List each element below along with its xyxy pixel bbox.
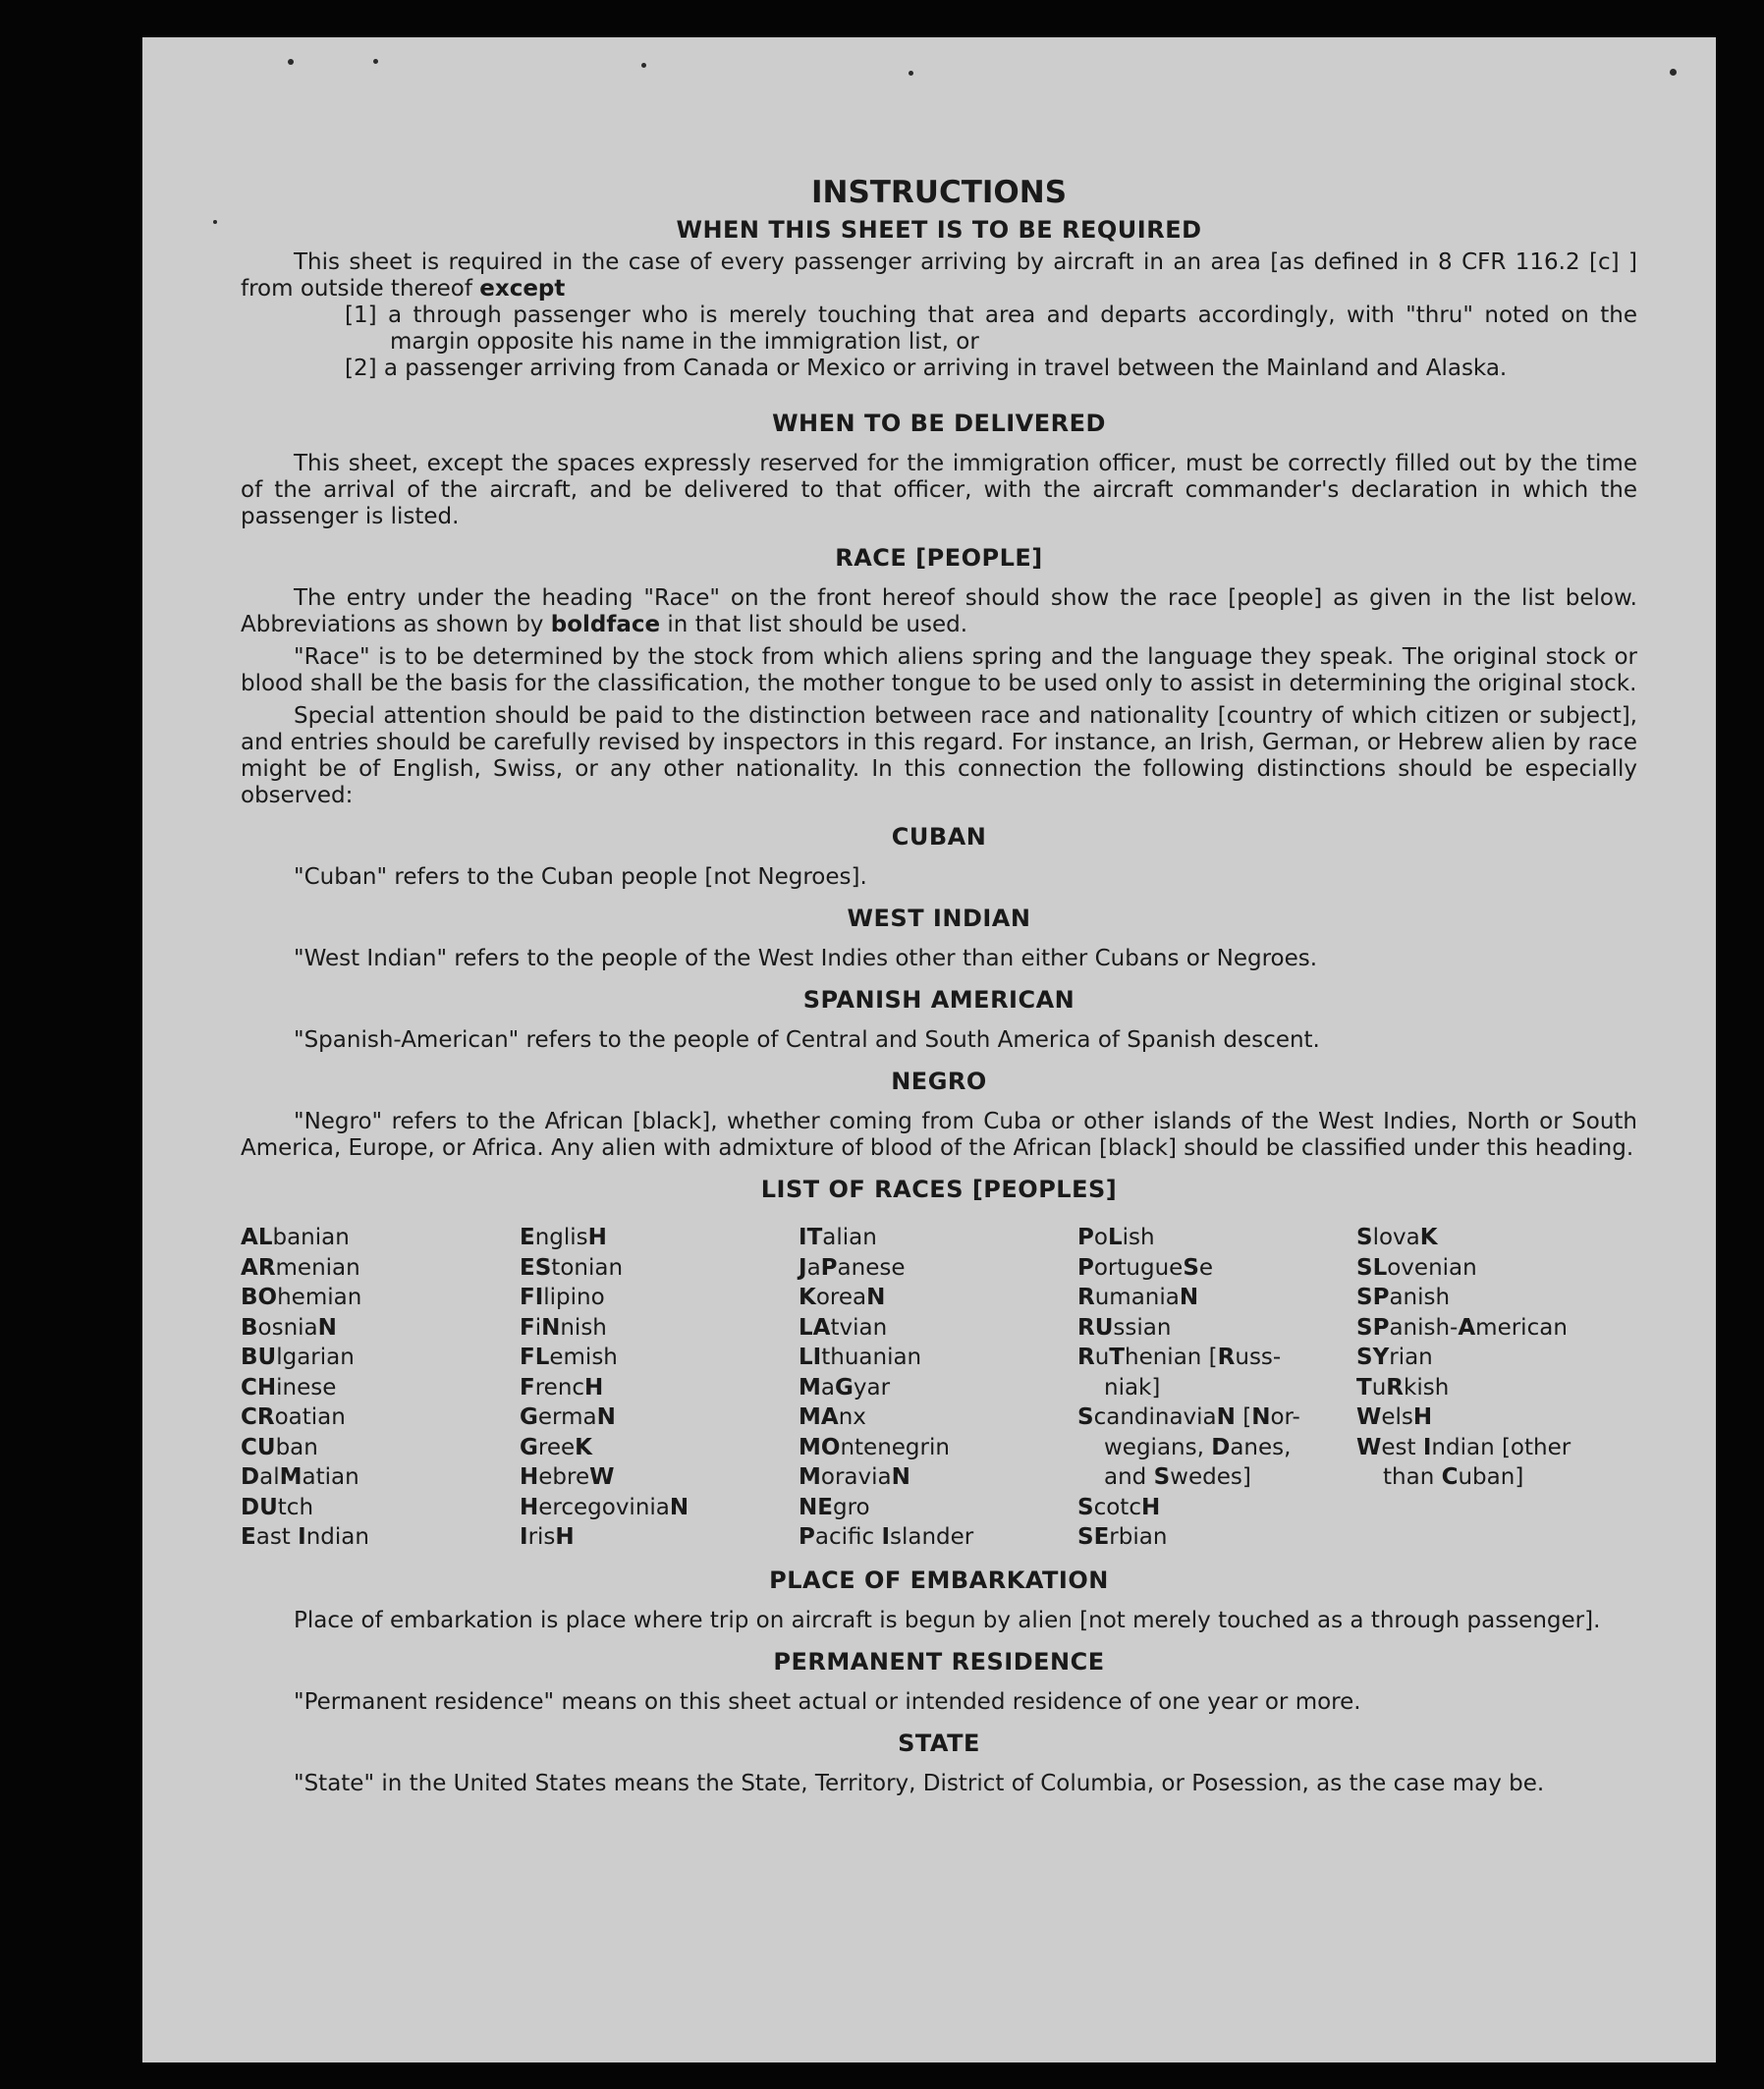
races-column <box>1077 1223 1356 1553</box>
race-item: LAtvian <box>799 1314 888 1341</box>
races-column <box>241 1223 520 1553</box>
race-paragraph-1 <box>241 585 1637 638</box>
race-p1-boldface: boldface <box>550 612 661 637</box>
race-item: BOhemian <box>241 1285 362 1310</box>
race-item: SPanish-American <box>1356 1314 1568 1341</box>
race-item: ITalian <box>799 1225 877 1250</box>
when-required-paragraph <box>241 249 1637 302</box>
when-required-except: except <box>479 276 566 302</box>
race-item: WelsH <box>1356 1404 1433 1430</box>
race-item: MAnx <box>799 1404 866 1430</box>
race-item: LIthuanian <box>799 1345 922 1370</box>
race-item: Pacific Islander <box>799 1524 974 1550</box>
section-heading-embarkation: PLACE OF EMBARKATION <box>769 1566 1109 1594</box>
section-heading-when-required: WHEN THIS SHEET IS TO BE REQUIRED <box>676 216 1202 244</box>
race-item: FiNnish <box>520 1314 607 1341</box>
race-item: SPanish <box>1356 1285 1451 1310</box>
when-required-item-2: [2] a passenger arriving from Canada or Mexico or arriving in travel between the Mainland and Alaska. <box>345 356 1508 381</box>
races-list <box>241 1223 1637 1553</box>
race-p1-text: The entry under the heading "Race" on the front hereof should show the race [people] as given in the list below. Abbreviations as shown by <box>241 585 1637 637</box>
race-item: DalMatian <box>241 1464 359 1490</box>
races-column <box>799 1223 1077 1553</box>
race-item: ScandinaviaN [Nor- <box>1077 1404 1300 1430</box>
race-item: ScotcH <box>1077 1494 1161 1520</box>
negro-paragraph: "Negro" refers to the African [black], whether coming from Cuba or other islands of the West Indies, North or South America, Europe, or Africa. Any alien with admixture of blood of the African [black] should be classified under this heading. <box>241 1109 1637 1161</box>
race-item: SYrian <box>1356 1345 1433 1370</box>
cuban-paragraph: "Cuban" refers to the Cuban people [not Negroes]. <box>294 864 867 890</box>
dust-speck <box>641 63 646 68</box>
race-item: FLemish <box>520 1345 618 1370</box>
section-heading-negro: NEGRO <box>891 1068 987 1095</box>
race-item: IrisH <box>520 1524 575 1550</box>
list-of-races-heading: LIST OF RACES [PEOPLES] <box>760 1176 1118 1203</box>
page-title: INSTRUCTIONS <box>810 175 1068 210</box>
dust-speck <box>288 59 294 65</box>
race-item: than Cuban] <box>1383 1464 1524 1490</box>
race-item: SLovenian <box>1356 1254 1477 1281</box>
document-sheet <box>142 37 1716 2062</box>
race-item: NEgro <box>799 1494 870 1520</box>
when-required-item-1: [1] a through passenger who is merely touching that area and departs accordingly, with "thru" noted on the margin opposite his name in the immigration list, or <box>345 302 1637 355</box>
race-item: GreeK <box>520 1434 592 1460</box>
race-item: niak] <box>1104 1374 1161 1401</box>
dust-speck <box>373 59 378 64</box>
section-heading-state: STATE <box>898 1729 980 1757</box>
section-heading-residence: PERMANENT RESIDENCE <box>773 1647 1105 1676</box>
when-delivered-paragraph: This sheet, except the spaces expressly reserved for the immigration officer, must be correctly filled out by the time of the arrival of the aircraft, and be delivered to that officer, with the aircraft commander's declaration in which the passenger is listed. <box>241 451 1637 529</box>
race-item: EStonian <box>520 1254 624 1281</box>
race-item: and Swedes] <box>1104 1464 1251 1490</box>
section-heading-spanish-american: SPANISH AMERICAN <box>802 986 1075 1014</box>
race-item: PoLish <box>1077 1225 1155 1250</box>
race-item: MOntenegrin <box>799 1434 950 1460</box>
races-column <box>1356 1223 1635 1553</box>
race-item: HebreW <box>520 1464 615 1490</box>
race-paragraph-3: Special attention should be paid to the distinction between race and nationality [country of which citizen or subject], and entries should be carefully revised by inspectors in this regard. For instance, an Irish, German, or Hebrew alien by race might be of English, Swiss, or any other nationality. In this connection the following distinctions should be especially observed: <box>241 703 1637 808</box>
race-item: wegians, Danes, <box>1104 1434 1292 1460</box>
spanish-american-paragraph: "Spanish-American" refers to the people of Central and South America of Spanish descent. <box>294 1027 1320 1053</box>
dust-speck <box>909 71 913 76</box>
race-item: CHinese <box>241 1374 337 1401</box>
race-item: FIlipino <box>520 1285 605 1310</box>
race-item: BosniaN <box>241 1314 337 1341</box>
section-heading-when-delivered: WHEN TO BE DELIVERED <box>772 410 1106 437</box>
race-item: JaPanese <box>799 1254 906 1281</box>
race-item: SErbian <box>1077 1524 1168 1550</box>
race-item: CRoatian <box>241 1404 346 1430</box>
race-item: ALbanian <box>241 1225 350 1250</box>
race-item: RUssian <box>1077 1314 1172 1341</box>
race-paragraph-2: "Race" is to be determined by the stock from which aliens spring and the language they speak. The original stock or blood shall be the basis for the classification, the mother tongue to be used only to assist in determining the original stock. <box>241 644 1637 696</box>
race-item: East Indian <box>241 1524 369 1550</box>
race-item: PortugueSe <box>1077 1254 1214 1281</box>
race-item: HercegoviniaN <box>520 1494 689 1520</box>
residence-paragraph: "Permanent residence" means on this sheet actual or intended residence of one year or more. <box>294 1688 1361 1715</box>
race-item: BUlgarian <box>241 1345 355 1370</box>
races-column <box>520 1223 799 1553</box>
race-item: MaGyar <box>799 1374 891 1401</box>
race-item: ARmenian <box>241 1254 360 1281</box>
section-heading-cuban: CUBAN <box>891 823 987 851</box>
instructions-content <box>241 175 1637 1797</box>
race-item: SlovaK <box>1356 1225 1438 1250</box>
race-item: DUtch <box>241 1494 314 1520</box>
section-heading-race: RACE [PEOPLE] <box>835 544 1043 572</box>
when-required-intro: This sheet is required in the case of every passenger arriving by aircraft in an area [as defined in 8 CFR 116.2 [c] ] from outside thereof <box>241 249 1637 302</box>
race-item: CUban <box>241 1434 318 1460</box>
state-paragraph: "State" in the United States means the State, Territory, District of Columbia, or Posession, as the case may be. <box>294 1770 1545 1796</box>
race-item: GermaN <box>520 1404 616 1430</box>
race-item: West Indian [other <box>1356 1434 1571 1460</box>
race-item: MoraviaN <box>799 1464 910 1490</box>
embarkation-paragraph: Place of embarkation is place where trip on aircraft is begun by alien [not merely touched as a through passenger]. <box>294 1607 1601 1633</box>
race-item: TuRkish <box>1356 1374 1450 1401</box>
race-item: FrencH <box>520 1374 604 1401</box>
race-item: RuThenian [Russ- <box>1077 1345 1282 1370</box>
dust-speck <box>213 220 217 224</box>
race-item: EnglisH <box>520 1225 607 1250</box>
dust-speck <box>1670 69 1677 76</box>
section-heading-west-indian: WEST INDIAN <box>847 905 1031 932</box>
west-indian-paragraph: "West Indian" refers to the people of the West Indies other than either Cubans or Negroes. <box>294 946 1318 971</box>
race-item: KoreaN <box>799 1285 886 1310</box>
race-p1-text-end: in that list should be used. <box>667 612 968 637</box>
race-item: RumaniaN <box>1077 1285 1199 1310</box>
